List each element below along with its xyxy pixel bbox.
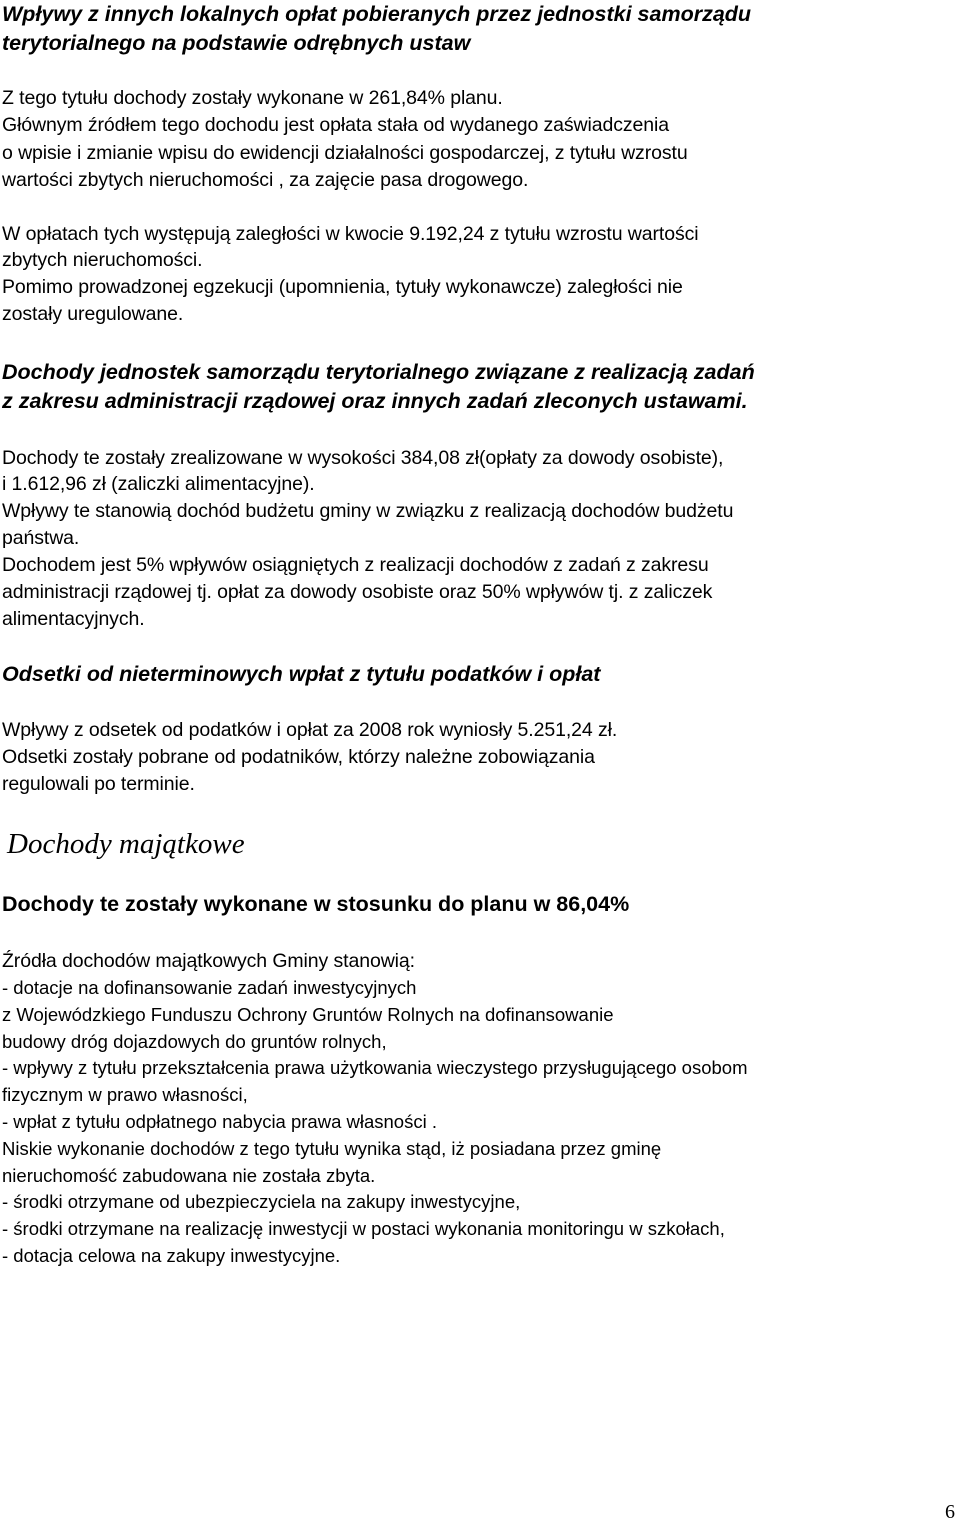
paragraph-line: Wpływy z odsetek od podatków i opłat za 2008 rok wyniosły 5.251,24 zł. [2,719,618,741]
list-item: - wpływy z tytułu przekształcenia prawa użytkowania wieczystego przysługującego osobom [2,1057,748,1078]
paragraph-line: Źródła dochodów majątkowych Gminy stanowią: [2,950,415,972]
paragraph-line: wartości zbytych nieruchomości , za zajęcie pasa drogowego. [2,169,529,191]
paragraph-line: Pomimo prowadzonej egzekucji (upomnienia, tytuły wykonawcze) zaległości nie [2,276,683,298]
paragraph-line: Wpływy te stanowią dochód budżetu gminy w związku z realizacją dochodów budżetu [2,500,734,522]
page-number: 6 [945,1501,955,1523]
paragraph-line: regulowali po terminie. [2,773,195,795]
list-item: - dotacja celowa na zakupy inwestycyjne. [2,1245,341,1266]
paragraph-line: państwa. [2,527,80,549]
section-heading: Odsetki od nieterminowych wpłat z tytułu podatków i opłat [2,662,601,686]
paragraph-line: o wpisie i zmianie wpisu do ewidencji działalności gospodarczej, z tytułu wzrostu [2,142,688,164]
section-heading: Dochody jednostek samorządu terytorialnego związane z realizacją zadań [2,360,755,384]
paragraph-line: zostały uregulowane. [2,303,184,325]
paragraph-line: Dochodem jest 5% wpływów osiągniętych z realizacji dochodów z zadań z zakresu [2,554,709,576]
paragraph-line: W opłatach tych występują zaległości w kwocie 9.192,24 z tytułu wzrostu wartości [2,223,699,245]
list-item: - środki otrzymane od ubezpieczyciela na zakupy inwestycyjne, [2,1191,521,1212]
paragraph-line: administracji rządowej tj. opłat za dowody osobiste oraz 50% wpływów tj. z zaliczek [2,581,713,603]
paragraph-line: Dochody te zostały zrealizowane w wysokości 384,08 zł(opłaty za dowody osobiste), [2,447,724,469]
list-item: nieruchomość zabudowana nie została zbyta. [2,1165,376,1186]
list-item: z Wojewódzkiego Funduszu Ochrony Gruntów Rolnych na dofinansowanie [2,1004,614,1025]
list-item: budowy dróg dojazdowych do gruntów rolnych, [2,1031,387,1052]
paragraph-line: zbytych nieruchomości. [2,249,203,271]
section-heading: terytorialnego na podstawie odrębnych ustaw [2,31,471,55]
section-heading: Wpływy z innych lokalnych opłat pobieranych przez jednostki samorządu [2,2,752,26]
section-heading: z zakresu administracji rządowej oraz innych zadań zleconych ustawami. [2,389,748,413]
paragraph-line: alimentacyjnych. [2,608,145,630]
list-item: - dotacje na dofinansowanie zadań inwestycyjnych [2,977,417,998]
section-title: Dochody majątkowe [7,828,245,860]
paragraph-line: Odsetki zostały pobrane od podatników, którzy należne zobowiązania [2,746,595,768]
paragraph-line: Z tego tytułu dochody zostały wykonane w 261,84% planu. [2,87,503,109]
paragraph-line: i 1.612,96 zł (zaliczki alimentacyjne). [2,473,315,495]
paragraph-line: Głównym źródłem tego dochodu jest opłata stała od wydanego zaświadczenia [2,114,670,136]
list-item: - środki otrzymane na realizację inwestycji w postaci wykonania monitoringu w szkołach, [2,1218,725,1239]
list-item: - wpłat z tytułu odpłatnego nabycia prawa własności . [2,1111,437,1132]
section-subheading: Dochody te zostały wykonane w stosunku do planu w 86,04% [2,892,630,916]
list-item: fizycznym w prawo własności, [2,1084,248,1105]
list-item: Niskie wykonanie dochodów z tego tytułu wynika stąd, iż posiadana przez gminę [2,1138,662,1159]
